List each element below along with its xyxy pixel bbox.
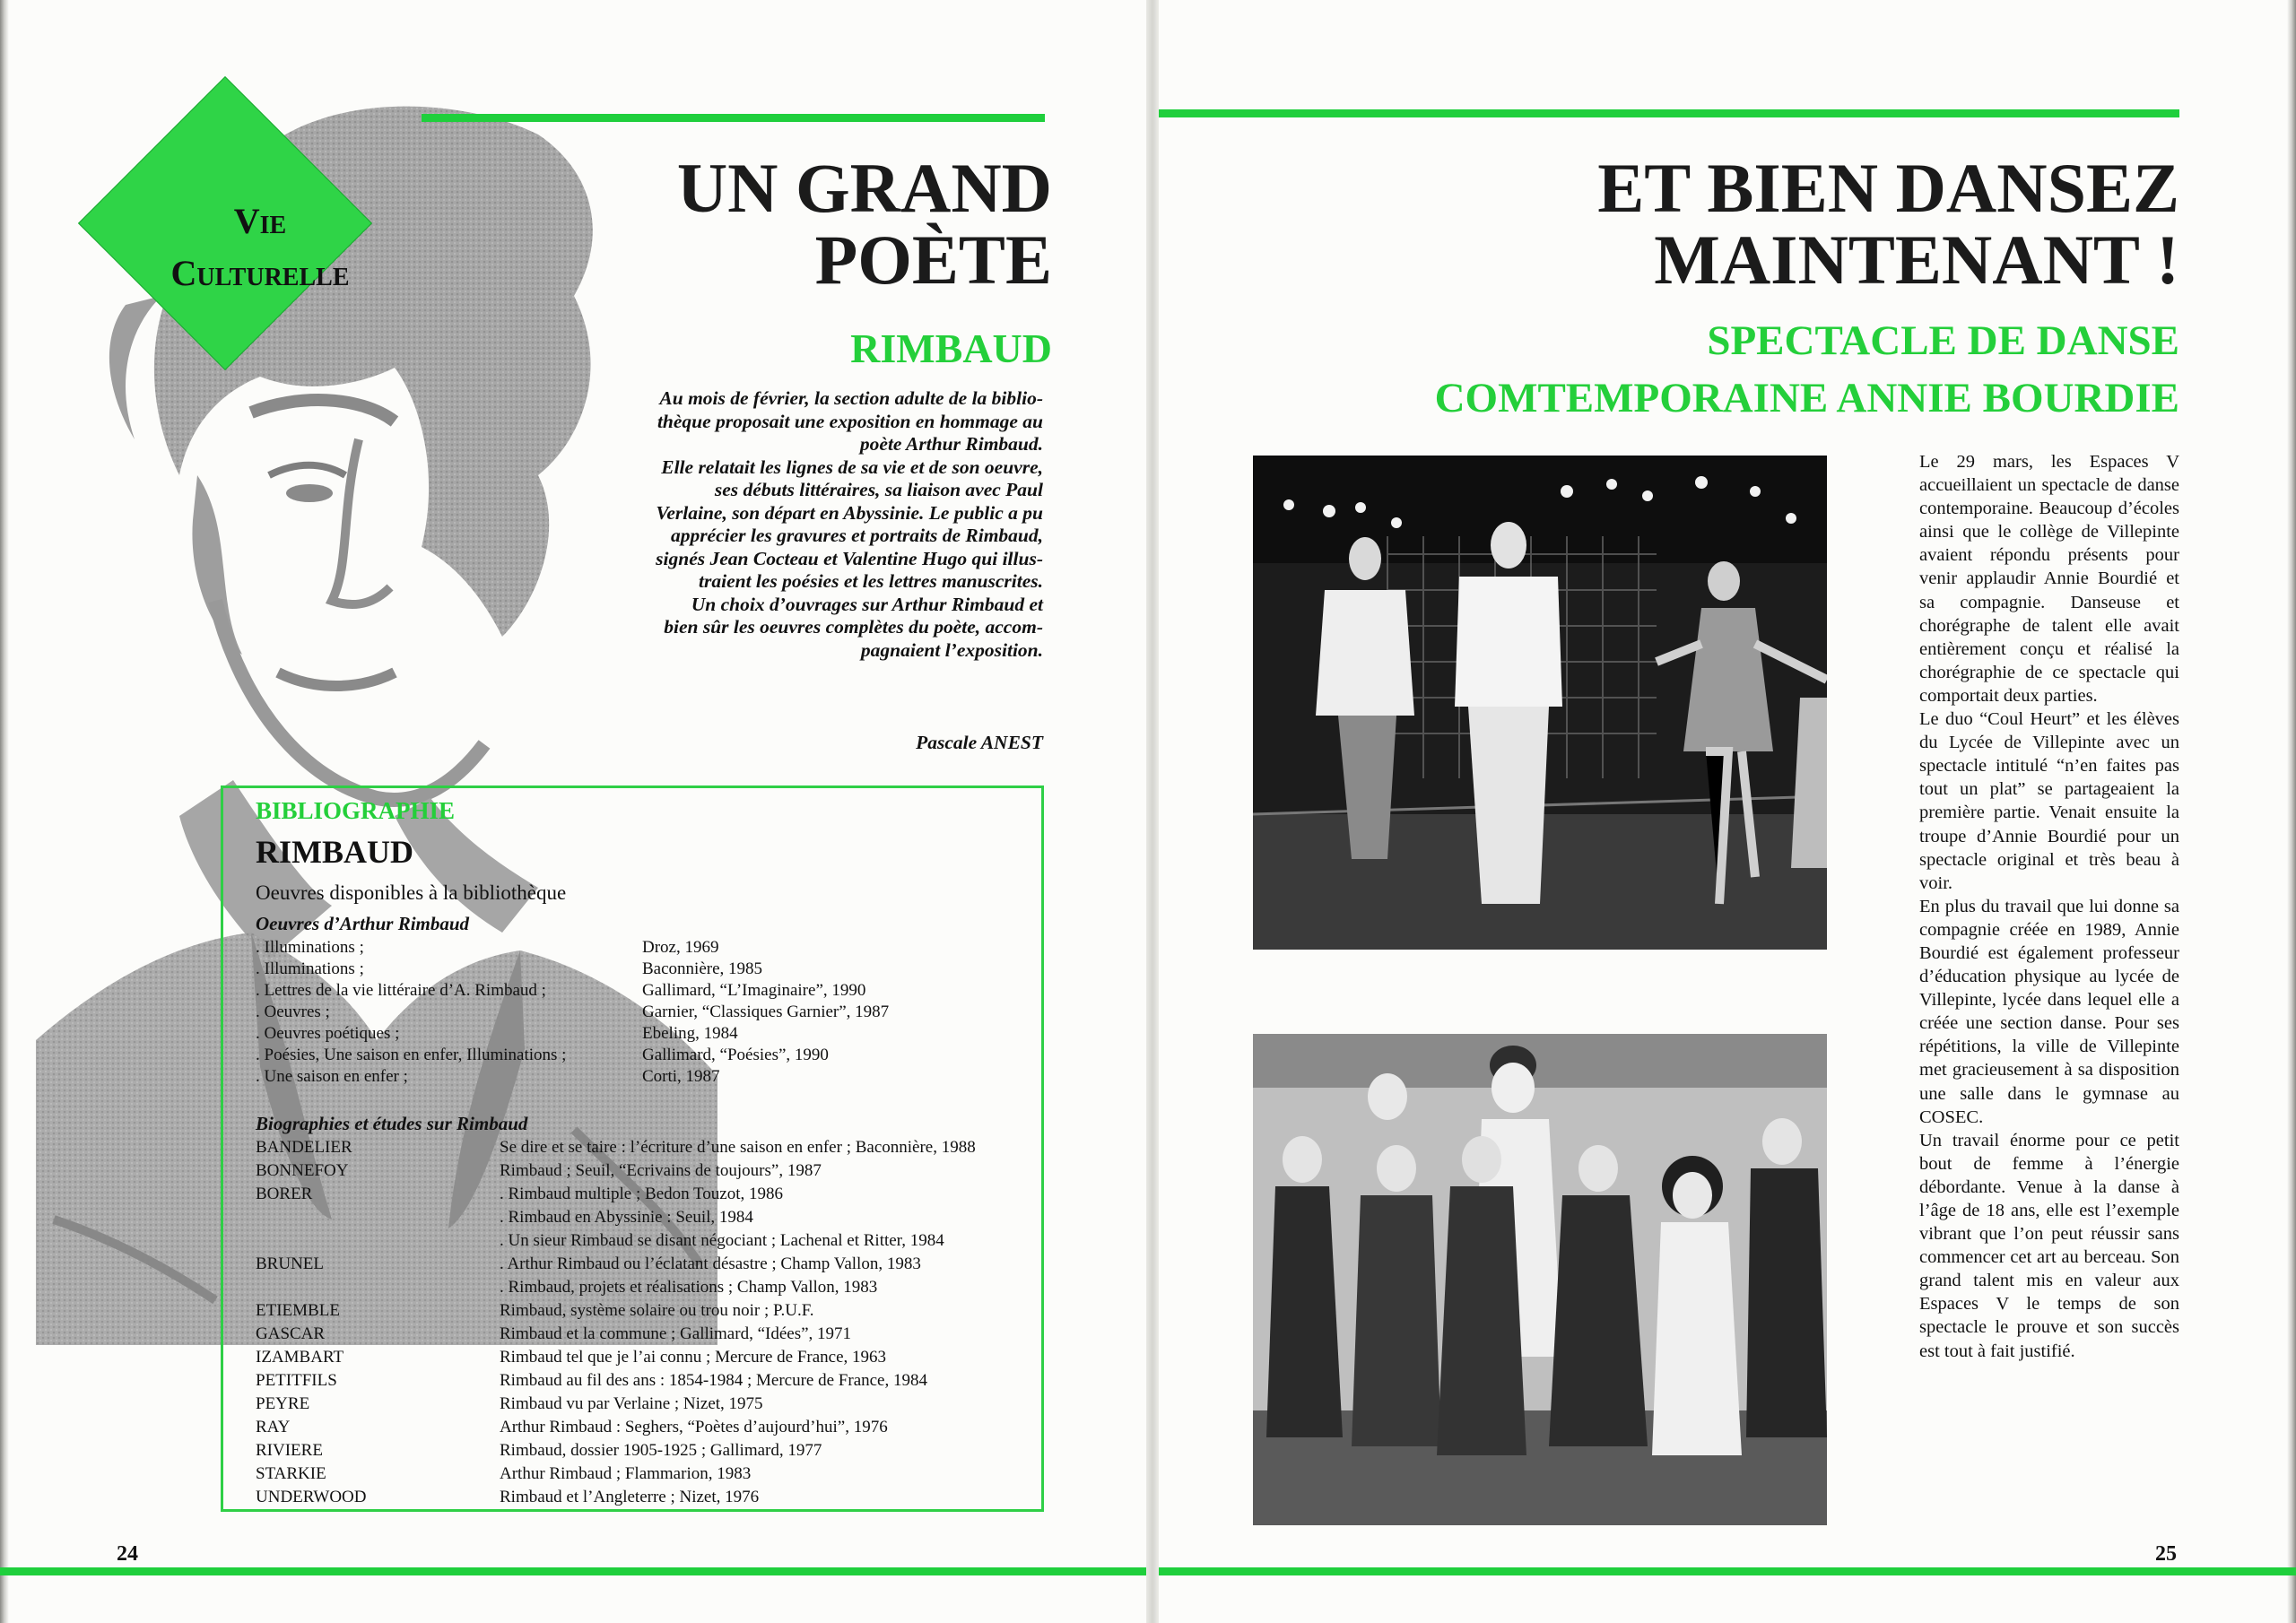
left-page-title: [556, 149, 1052, 299]
category-line-2: Culturelle: [170, 253, 350, 293]
right-title-line-1: ET BIEN DANSEZ: [1597, 149, 2179, 227]
right-title-line-2: MAINTENANT !: [1654, 221, 2179, 299]
bio-entry: . Rimbaud en Abyssinie : Seuil, 1984: [500, 1208, 753, 1227]
article-paragraph: Le 29 mars, les Espaces V accueillaient un spectacle de danse contemporaine. Beaucoup d’écoles ainsi que le collège de Villepinte avaient répondu présents pour venir applaudir Annie Bourdié et sa compagnie. Danseuse et chorégraphe de talent elle avait entièrement conçu et réalisé la chorégraphie de ce spectacle qui comportait deux parties.: [1919, 452, 2179, 706]
bio-author: PEYRE: [256, 1394, 310, 1413]
work-title: . Oeuvres ;: [256, 1002, 330, 1021]
right-page-title: [1422, 149, 2179, 299]
work-title: . Illuminations ;: [256, 938, 364, 957]
intro-line: bien sûr les oeuvres complètes du poète, accom-: [664, 616, 1043, 638]
article-body: [1919, 450, 2179, 1363]
work-title: . Oeuvres poétiques ;: [256, 1024, 400, 1043]
intro-line: thèque proposait une exposition en hommage au: [657, 410, 1043, 432]
works-heading: Oeuvres d’Arthur Rimbaud: [256, 913, 470, 934]
intro-line: Verlaine, son départ en Abyssinie. Le public a pu: [656, 501, 1043, 524]
bio-entry: Rimbaud vu par Verlaine ; Nizet, 1975: [500, 1394, 763, 1413]
bottom-rule-left: [0, 1567, 1146, 1575]
intro-line: Elle relatait les lignes de sa vie et de son oeuvre,: [661, 456, 1043, 478]
left-page-subtitle: RIMBAUD: [850, 325, 1052, 371]
bio-heading: Biographies et études sur Rimbaud: [256, 1113, 528, 1134]
bio-author: ETIEMBLE: [256, 1301, 340, 1320]
work-publisher: Gallimard, “L’Imaginaire”, 1990: [642, 981, 866, 1000]
article-paragraph: En plus du travail que lui donne sa compagnie créée en 1989, Annie Bourdié est également professeur d’éducation physique au lycée de Villepinte, lycée dans lequel elle a créée une section danse. Pour ses répétitions, la ville de Villepinte met gracieusement à sa disposition une salle dans le gymnase au COSEC.: [1919, 896, 2179, 1127]
work-publisher: Corti, 1987: [642, 1067, 720, 1086]
intro-paragraph: [538, 387, 1043, 662]
bottom-rule-right: [1159, 1567, 2296, 1575]
work-publisher: Ebeling, 1984: [642, 1024, 738, 1043]
work-publisher: Baconnière, 1985: [642, 959, 763, 978]
bio-entry: Rimbaud, dossier 1905-1925 ; Gallimard, 1977: [500, 1441, 822, 1460]
work-title: . Illuminations ;: [256, 959, 364, 978]
intro-line: apprécier les gravures et portraits de Rimbaud,: [670, 525, 1043, 546]
right-page-subtitle: [1332, 312, 2179, 427]
work-title: . Lettres de la vie littéraire d’A. Rimbaud ;: [256, 981, 546, 1000]
bio-entry: Se dire et se taire : l’écriture d’une saison en enfer ; Baconnière, 1988: [500, 1138, 976, 1157]
top-rule-right: [1159, 109, 2179, 117]
bio-entry: . Arthur Rimbaud ou l’éclatant désastre ; Champ Vallon, 1983: [500, 1254, 921, 1273]
bibliography-subject: RIMBAUD: [256, 834, 413, 870]
spine-gutter: [1146, 0, 1159, 1623]
bio-entry: Rimbaud et la commune ; Gallimard, “Idées”, 1971: [500, 1324, 852, 1343]
work-title: . Poésies, Une saison en enfer, Illuminations ;: [256, 1046, 567, 1064]
left-title-line-1: UN GRAND: [676, 149, 1052, 227]
intro-line: traient les poésies et les lettres manuscrites.: [699, 570, 1043, 592]
top-rule-left: [422, 114, 1045, 122]
page-edge-right: [2287, 0, 2296, 1623]
page-number-left: 24: [117, 1542, 138, 1566]
bio-entry: . Rimbaud, projets et réalisations ; Champ Vallon, 1983: [500, 1278, 878, 1297]
right-subtitle-line-1: SPECTACLE DE DANSE: [1707, 317, 2179, 364]
bio-author: BANDELIER: [256, 1138, 352, 1157]
bio-author: STARKIE: [256, 1464, 326, 1483]
dance-performance-photo-2: [1253, 1034, 1827, 1525]
category-line-1: Vie: [233, 201, 287, 241]
bio-entry: . Rimbaud multiple ; Bedon Touzot, 1986: [500, 1185, 784, 1203]
bio-author: BORER: [256, 1185, 313, 1203]
bio-entry: Arthur Rimbaud : Seghers, “Poètes d’aujourd’hui”, 1976: [500, 1418, 888, 1436]
bio-author: UNDERWOOD: [256, 1488, 367, 1506]
bio-entry: Rimbaud, système solaire ou trou noir ; P.U.F.: [500, 1301, 814, 1320]
bio-entry: Rimbaud au fil des ans : 1854-1984 ; Mercure de France, 1984: [500, 1371, 927, 1390]
bio-author: BRUNEL: [256, 1254, 324, 1273]
article-paragraph: Le duo “Coul Heurt” et les élèves du Lycée de Villepinte avec un spectacle intitulé “n’en faites pas tout un plat” se partageaient la première partie. Venait ensuite la troupe d’Annie Bourdié pour un spectacle original et très beau à voir.: [1919, 709, 2179, 893]
intro-line: signés Jean Cocteau et Valentine Hugo qui illus-: [656, 547, 1043, 569]
intro-line: poète Arthur Rimbaud.: [859, 433, 1043, 455]
bio-entry: Rimbaud et l’Angleterre ; Nizet, 1976: [500, 1488, 760, 1506]
work-title: . Une saison en enfer ;: [256, 1067, 408, 1086]
left-title-line-2: POÈTE: [814, 221, 1052, 299]
bio-entry: Rimbaud tel que je l’ai connu ; Mercure de France, 1963: [500, 1348, 887, 1367]
bio-author: IZAMBART: [256, 1348, 344, 1367]
bio-author: RAY: [256, 1418, 291, 1436]
dance-performance-photo-1: [1253, 456, 1827, 950]
work-publisher: Garnier, “Classiques Garnier”, 1987: [642, 1002, 890, 1021]
intro-line: pagnaient l’exposition.: [860, 638, 1043, 661]
work-publisher: Gallimard, “Poésies”, 1990: [642, 1046, 829, 1064]
work-publisher: Droz, 1969: [642, 938, 719, 957]
bio-author: RIVIERE: [256, 1441, 323, 1460]
right-subtitle-line-2: COMTEMPORAINE ANNIE BOURDIE: [1434, 375, 2179, 421]
bibliography-box: [221, 785, 1044, 1512]
page-number-right: 25: [2155, 1542, 2177, 1566]
bio-entry: . Un sieur Rimbaud se disant négociant ; Lachenal et Ritter, 1984: [500, 1231, 944, 1250]
bio-author: GASCAR: [256, 1324, 326, 1343]
intro-line: Au mois de février, la section adulte de la biblio-: [659, 387, 1043, 409]
intro-author: Pascale ANEST: [916, 732, 1043, 753]
bio-author: PETITFILS: [256, 1371, 337, 1390]
intro-line: Un choix d’ouvrages sur Arthur Rimbaud et: [691, 593, 1043, 615]
bio-author: BONNEFOY: [256, 1161, 349, 1180]
bio-entry: Arthur Rimbaud ; Flammarion, 1983: [500, 1464, 752, 1483]
bio-entry: Rimbaud ; Seuil, “Ecrivains de toujours”, 1987: [500, 1161, 822, 1180]
category-label: [126, 195, 395, 299]
page-edge-left: [0, 0, 9, 1623]
bibliography-header: BIBLIOGRAPHIE: [256, 797, 456, 824]
intro-line: ses débuts littéraires, sa liaison avec Paul: [714, 479, 1043, 500]
article-paragraph: Un travail énorme pour ce petit bout de femme à l’énergie débordante. Venue à la danse à l’âge de 18 ans, elle est l’exemple vibrant que l’on peut réussir sans commencer cet art au berceau. Son grand talent mis en valeur aux Espaces V le temps de son spectacle le prouve et son succès est tout à fait justifié.: [1919, 1130, 2179, 1361]
bibliography-available: Oeuvres disponibles à la bibliothèque: [256, 881, 567, 904]
